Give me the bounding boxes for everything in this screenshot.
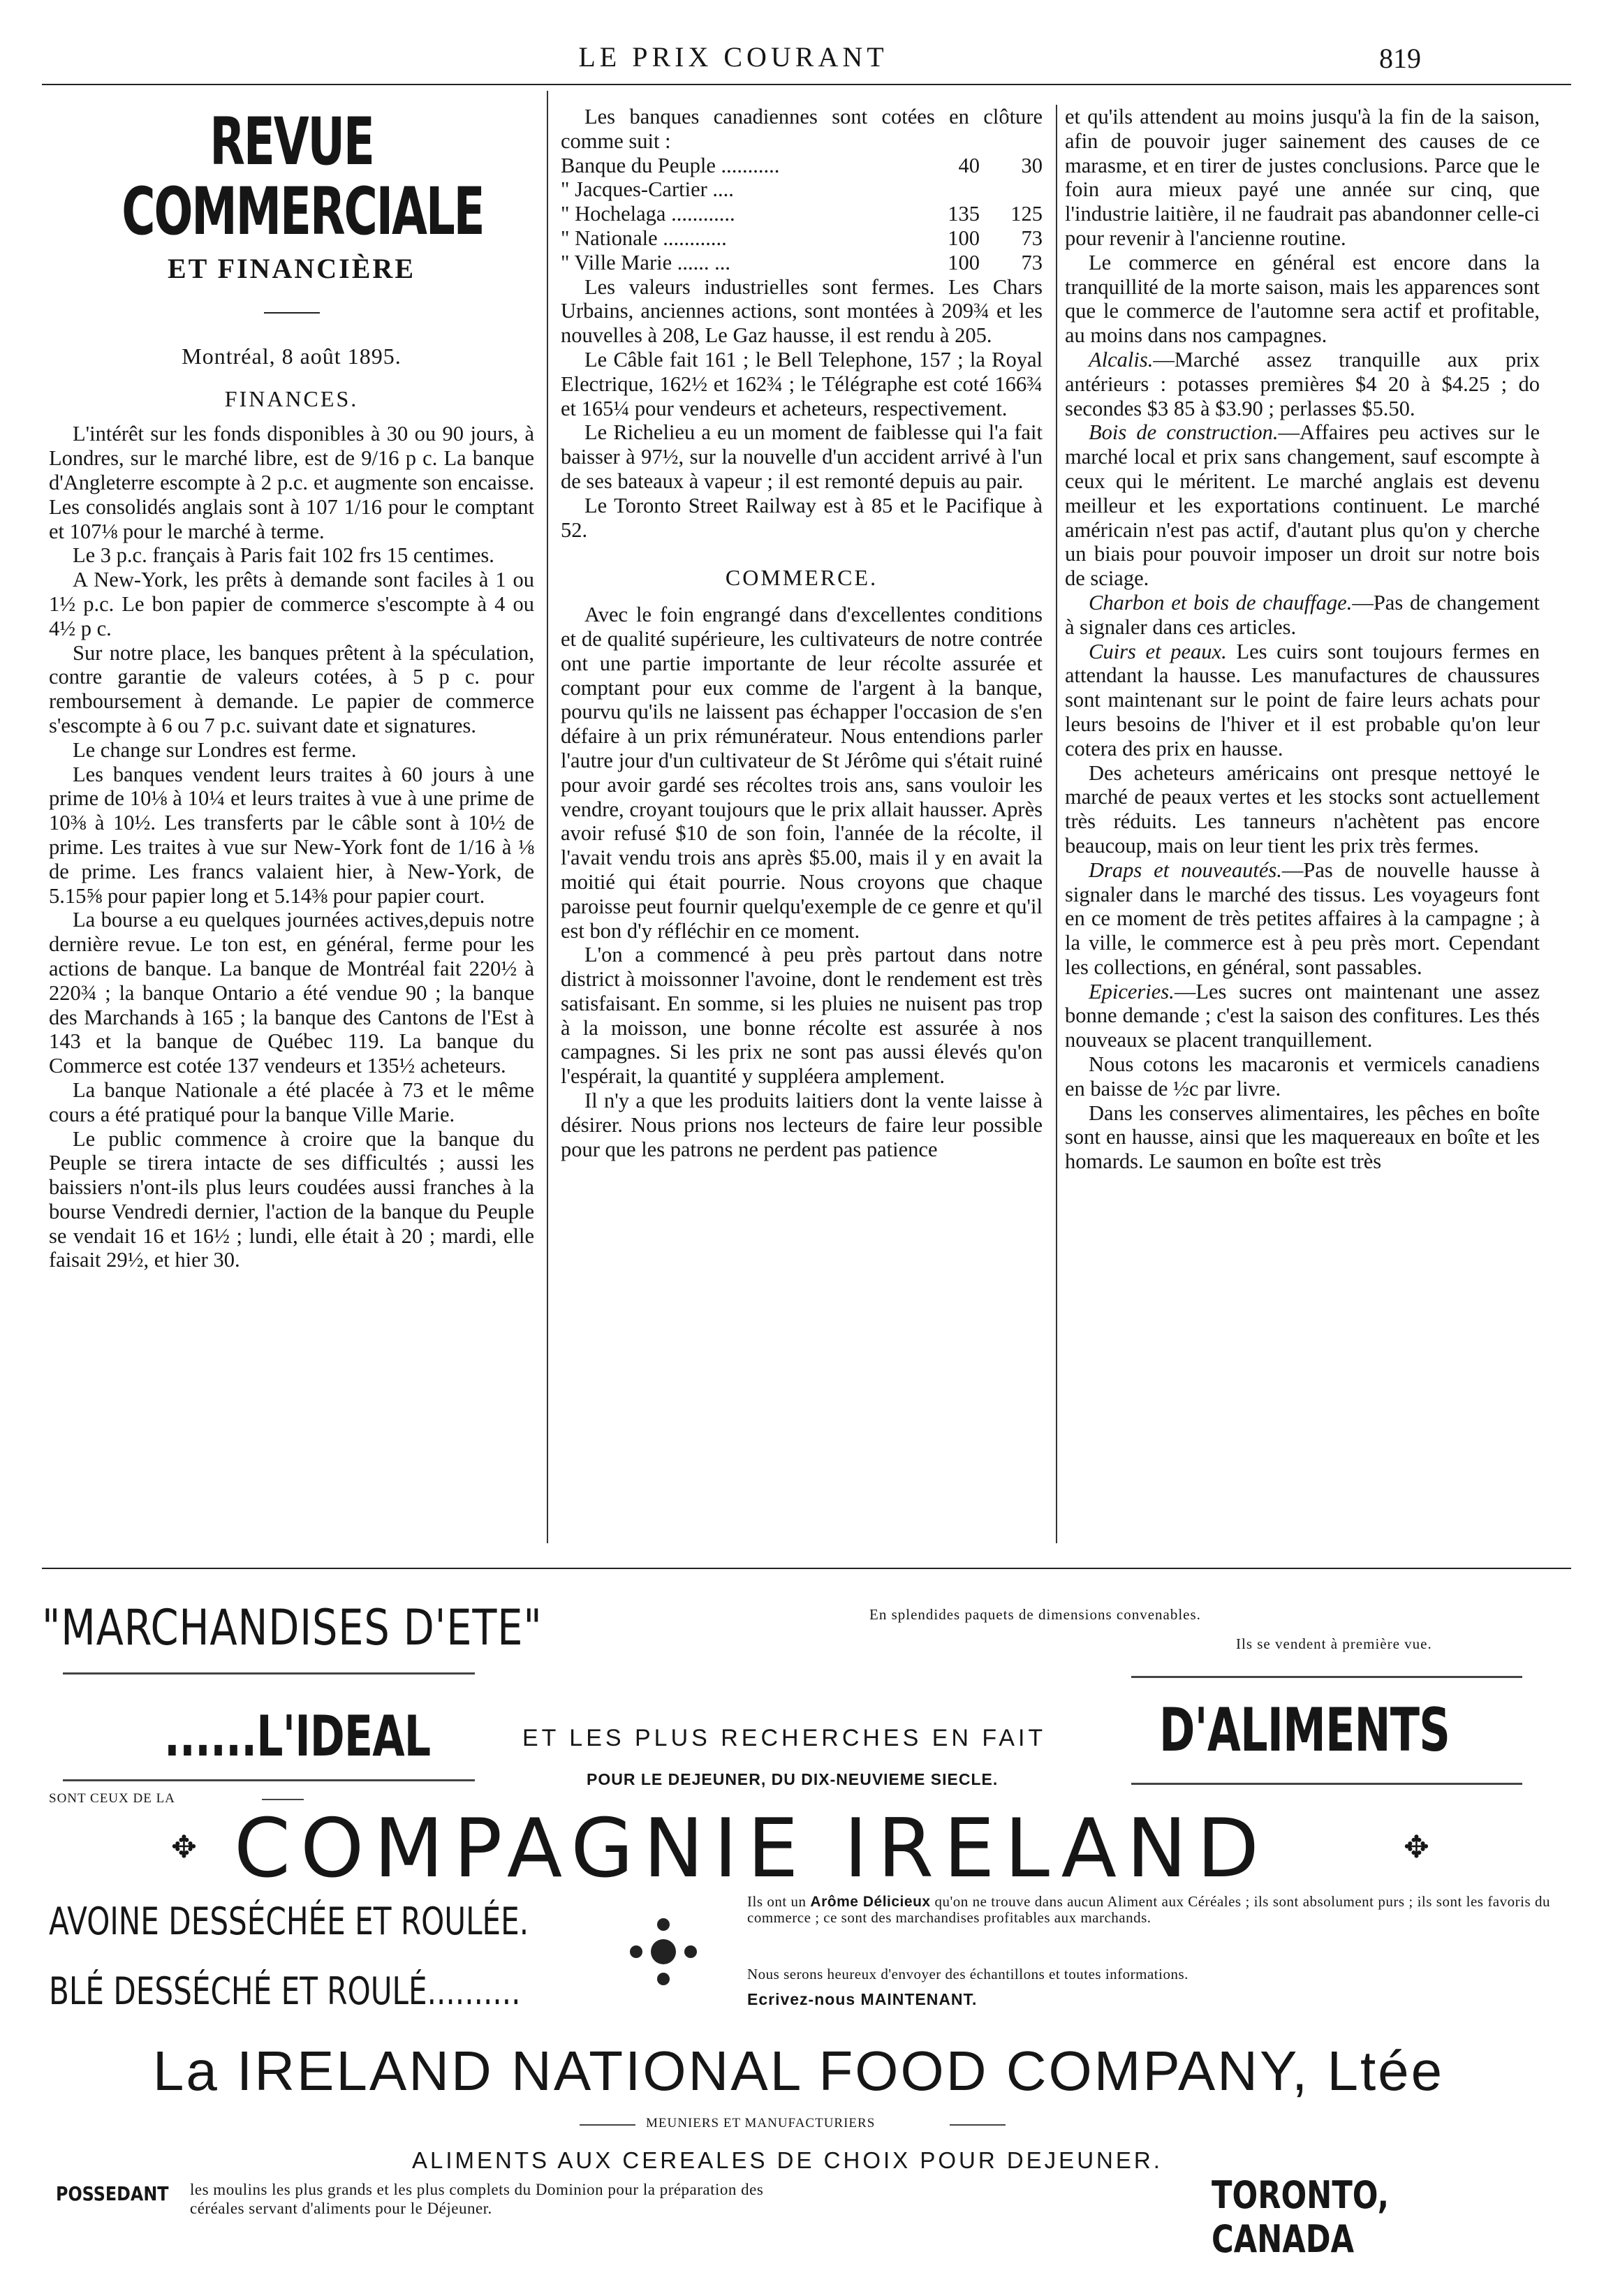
ad-toronto: TORONTO, CANADA (1212, 2173, 1389, 2261)
market-item (1065, 858, 1540, 980)
market-item (1065, 640, 1540, 761)
market-item (1065, 980, 1540, 1052)
paragraph: Le Câble fait 161 ; le Bell Telephone, 157 ; la Royal Electrique, 162½ et 162¾ ; le Télégraphe est coté 166¾ et 165¼ pour vendeurs et acheteurs, respectivement. (561, 347, 1043, 420)
ornament-dots-icon (625, 1913, 702, 1990)
ad-cereales: ALIMENTS AUX CEREALES DE CHOIX POUR DEJEUNER. (412, 2147, 1163, 2173)
paragraph: Il n'y a que les produits laitiers dont la vente laisse à désirer. Nous prions nos lecteurs de faire leur possible pour que les patrons ne perdent pas patience (561, 1089, 1043, 1161)
bank-table (561, 154, 1043, 275)
ad-ble: BLÉ DESSÉCHÉ ET ROULÉ.......... (49, 1969, 521, 2013)
bank-name: " Hochelaga ............ (561, 202, 735, 226)
ad-ecrivez: Ecrivez-nous MAINTENANT. (747, 1990, 978, 2008)
market-item (1065, 1101, 1540, 1174)
paragraph: et qu'ils attendent au moins jusqu'à la fin de la saison, afin de pouvoir juger sainement des causes de ce marasme, et en tirer de justes conclusions. Parce que le foin aura mieux payé une année sur cinq, que l'industrie laitière, il ne faudrait pas abandonner celle-ci pour revenir à l'ancienne routine. (1065, 105, 1540, 250)
masthead-subtitle: ET FINANCIÈRE (168, 253, 415, 284)
ad-echantillons: Nous serons heureux d'envoyer des échantillons et toutes informations. (747, 1966, 1188, 1982)
item-text: —Les sucres ont maintenant une assez bonne demande ; c'est la saison des confitures. Les thés nouveaux se placent tranquillement. (1065, 979, 1540, 1052)
ad-avoine: AVOINE DESSÉCHÉE ET ROULÉE. (49, 1899, 529, 1943)
title-rule (264, 312, 320, 314)
meuniers-rule-right (950, 2124, 1006, 2126)
ad-middle-text: ET LES PLUS RECHERCHES EN FAIT (522, 1725, 1047, 1751)
ad-note-packages: En splendides paquets de dimensions convenables. (869, 1606, 1201, 1623)
ad-aliments: D'ALIMENTS (1159, 1695, 1450, 1765)
arome-post: qu'on ne trouve dans aucun Aliment aux Céréales ; ils sont absolument purs ; ils sont les favoris du commerce ; ce sont des marchandises profitables aux marchands. (747, 1893, 1550, 1926)
market-item (1065, 348, 1540, 420)
item-label: Alcalis. (1089, 347, 1154, 371)
ad-national-company: La IRELAND NATIONAL FOOD COMPANY, Ltée (152, 2040, 1445, 2102)
bank-row (561, 226, 1043, 251)
market-item (1065, 761, 1540, 858)
header-rule (42, 84, 1571, 85)
paragraph: Sur notre place, les banques prêtent à la spéculation, contre garantie de valeurs cotées, à 5 p c. pour remboursement à demande. Le papier de commerce s'escompte à 6 ou 7 p.c. suivant date et signatures. (49, 640, 534, 737)
bank-row (561, 251, 1043, 275)
page-number: 819 (1379, 43, 1421, 74)
bank-buy: 100 (948, 250, 980, 274)
item-label: Draps et nouveautés. (1089, 858, 1282, 882)
item-label: Bois de construction. (1089, 420, 1279, 445)
ad-possedant: POSSEDANT (56, 2182, 169, 2205)
bank-buy (931, 177, 980, 202)
paragraph: Le Richelieu a eu un moment de faiblesse qui l'a fait baisser à 97½, sur la nouvelle d'un accident arrivé à l'un de ses bateaux à vapeur ; il est remonté depuis au pair. (561, 420, 1043, 493)
paragraph: Le commerce en général est encore dans la tranquillité de la morte saison, mais les apparences sont que le commerce de l'automne sera actif et profitable, au moins dans nos campagnes. (1065, 250, 1540, 348)
paragraph: Le public commence à croire que la banque du Peuple se tirera intacte de ses difficultés ; aussi les baissiers n'ont-ils plus leurs coudées aussi franches à la bourse Vendredi dernier, l'action de la banque du Peuple se vendait 16 et 16½ ; lundi, elle était à 20 ; mardi, elle faisait 29½, et hier 30. (49, 1126, 534, 1272)
ornament-right-icon: ✥ (1404, 1830, 1429, 1864)
item-text: —Pas de changement à signaler dans ces articles. (1065, 590, 1540, 639)
bank-sell: 73 (1021, 226, 1043, 250)
paragraph: Le change sur Londres est ferme. (73, 737, 357, 762)
item-text: Nous cotons les macaronis et vermicels canadiens en baisse de ½c par livre. (1065, 1052, 1540, 1101)
bank-sell: 125 (1010, 202, 1043, 226)
bank-sell (980, 177, 1043, 202)
arome-bold: Arôme Délicieux (810, 1894, 931, 1910)
ad-dejeuner: POUR LE DEJEUNER, DU DIX-NEUVIEME SIECLE. (587, 1770, 999, 1788)
item-text: Des acheteurs américains ont presque nettoyé le marché de peaux vertes et les stocks sont actuellement très réduits. Les tanneurs n'achètent pas encore beaucoup, mais on leur tient les prix très fermes. (1065, 760, 1540, 858)
paragraph: Les banques vendent leurs traites à 60 jours à une prime de 10⅛ à 10¼ et leurs traites à vue à une prime de 10⅜ à 10½. Les transferts par le câble sont à 10½ de prime. Les traites à vue sur New-York font de 1/16 à ⅛ de prime. Les francs valaient hier, à New-York, de 5.15⅝ pour papier long et 5.14⅜ pour papier court. (49, 762, 534, 908)
item-text: —Marché assez tranquille aux prix antérieurs : potasses premières $4 20 à $4.25 ; do secondes $3 85 à $3.90 ; perlasses $5.50. (1065, 347, 1540, 420)
column-1 (49, 105, 534, 1272)
bank-row (561, 177, 1043, 202)
paragraph: La banque Nationale a été placée à 73 et le même cours a été pratiqué pour la banque Ville Marie. (49, 1077, 534, 1126)
ad-arome-text (747, 1894, 1550, 1926)
bank-name: " Ville Marie ...... ... (561, 250, 731, 274)
item-label: Cuirs et peaux. (1089, 639, 1227, 663)
paragraph: Les valeurs industrielles sont fermes. Les Chars Urbains, anciennes actions, sont montées à 209¾ et les nouvelles à 208, Le Gaz hausse, il est rendu à 205. (561, 274, 1043, 348)
item-text: Dans les conserves alimentaires, les pêches en boîte sont en hausse, ainsi que les maquereaux en boîte et les homards. Le saumon en boîte est très (1065, 1101, 1540, 1174)
bank-sell: 73 (1021, 250, 1043, 274)
market-item (1065, 591, 1540, 640)
ad-note-sell: Ils se vendent à première vue. (1236, 1635, 1432, 1652)
ad-meuniers: MEUNIERS ET MANUFACTURIERS (646, 2116, 876, 2131)
ornament-left-icon: ✥ (171, 1830, 197, 1864)
paragraph: L'intérêt sur les fonds disponibles à 30 ou 90 jours, à Londres, sur le marché libre, est de 9/16 p c. La banque d'Angleterre escompte à 2 p.c. et augmente son encaisse. Les consolidés anglais sont à 107 1/16 pour le comptant et 107⅛ pour le marché à terme. (49, 422, 534, 543)
item-label: Charbon et bois de chauffage. (1089, 590, 1353, 615)
column-divider-2 (1056, 105, 1057, 1543)
paragraph: Le Toronto Street Railway est à 85 et le Pacifique à 52. (561, 493, 1043, 542)
ad-top-rule (42, 1568, 1571, 1569)
bank-sell: 30 (1021, 153, 1043, 177)
dateline: Montréal, 8 août 1895. (182, 343, 402, 369)
paragraph: L'on a commencé à peu près partout dans notre district à moissonner l'avoine, dont le rendement est très satisfaisant. En somme, si les pluies ne nuisent pas trop à la moisson, une bonne récolte est assurée à nos campagnes. Si les prix ne sont pas aussi élevés qu'on l'espérait, la quantité y suppléera amplement. (561, 943, 1043, 1089)
market-item (1065, 1052, 1540, 1101)
column-2 (561, 105, 1043, 1161)
ad-sont-ceux: SONT CEUX DE LA (49, 1791, 175, 1806)
arome-pre: Ils ont un (747, 1893, 807, 1910)
item-label: Epiceries. (1089, 979, 1175, 1003)
bank-row (561, 202, 1043, 226)
ad-small-rule (262, 1799, 304, 1800)
masthead-title: REVUE COMMERCIALE (122, 104, 484, 250)
running-header: LE PRIX COURANT (578, 41, 888, 73)
bank-buy: 40 (958, 153, 980, 177)
column-3 (1065, 105, 1540, 1174)
item-text: Les cuirs sont toujours fermes en attendant la hausse. Les manufactures de chaussures sont maintenant sur le point de faire leurs achats pour leurs besoins de l'hiver et il est probable qu'on leur cotera des prix en hausse. (1065, 639, 1540, 760)
bank-buy: 135 (948, 202, 980, 226)
bank-name: " Jacques-Cartier .... (561, 177, 734, 202)
section-finances: FINANCES. (224, 385, 359, 411)
market-item (1065, 420, 1540, 591)
column-divider-1 (547, 91, 548, 1543)
section-commerce: COMMERCE. (725, 565, 878, 591)
bank-row (561, 154, 1043, 178)
paragraph: Les banques canadiennes sont cotées en clôture comme suit : (561, 105, 1043, 153)
ad-company-name: COMPAGNIE IRELAND (234, 1802, 1269, 1896)
paragraph: A New-York, les prêts à demande sont faciles à 1 ou 1½ p.c. Le bon papier de commerce s'escompte à 4 ou 4½ p c. (49, 568, 534, 640)
ad-moulins: les moulins les plus grands et les plus complets du Dominion pour la préparation des céréales servant d'aliments pour le Déjeuner. (190, 2181, 764, 2217)
ad-headline: "MARCHANDISES D'ETE" (42, 1599, 543, 1656)
bank-buy: 100 (948, 226, 980, 250)
item-text: —Affaires peu actives sur le marché local et prix sans changement, sauf escompte à ceux qui le méritent. Le marché anglais est devenu meilleur et les exportations continuent. Le marché américain n'est pas actif, d'autant plus qu'on y cherche un biais pour pouvoir imposer un droit sur notre bois de sciage. (1065, 420, 1540, 591)
paragraph: Le 3 p.c. français à Paris fait 102 frs 15 centimes. (73, 543, 494, 568)
paragraph: Avec le foin engrangé dans d'excellentes conditions et de qualité supérieure, les cultivateurs de notre contrée ont une partie importante de leur récolte assurée et comptant pour eux comme de l'argent à la banque, pourvu qu'ils ne laissent pas échapper l'occasion de s'en défaire à un prix rémunérateur. Nous entendions parler l'autre jour d'un cultivateur de St Jérôme qui s'était ruiné pour avoir gardé ses récoltes trois ans, sans vouloir les vendre, croyant toujours que le prix allait hausser. Après avoir refusé $10 de son foin, l'année de la récolte, il l'avait vendu trois ans après $5.00, mais il y en avait la moitié qui était pourrie. Nous croyons que chaque paroisse peut fournir quelqu'exemple de ce genre et qu'il est bon d'y réfléchir en ce moment. (561, 603, 1043, 943)
ad-ideal: ......L'IDEAL (164, 1704, 431, 1769)
paragraph: La bourse a eu quelques journées actives,depuis notre dernière revue. Le ton est, en général, ferme pour les actions de banque. La banque de Montréal fait 220½ à 220¾ ; la banque Ontario a été vendue 90 ; la banque des Marchands à 165 ; la banque des Cantons de l'Est à 143 et la banque de Québec 119. La banque du Commerce est cotée 137 vendeurs et 135½ acheteurs. (49, 908, 534, 1078)
bank-name: " Nationale ............ (561, 226, 727, 250)
item-text: —Pas de nouvelle hausse à signaler dans le marché des tissus. Les voyageurs font en ce moment de très petites affaires à la campagne ; à la ville, le commerce est à peu près mort. Cependant les collections, en général, sont passables. (1065, 858, 1540, 979)
meuniers-rule-left (580, 2124, 635, 2126)
bank-name: Banque du Peuple ........... (561, 153, 780, 177)
